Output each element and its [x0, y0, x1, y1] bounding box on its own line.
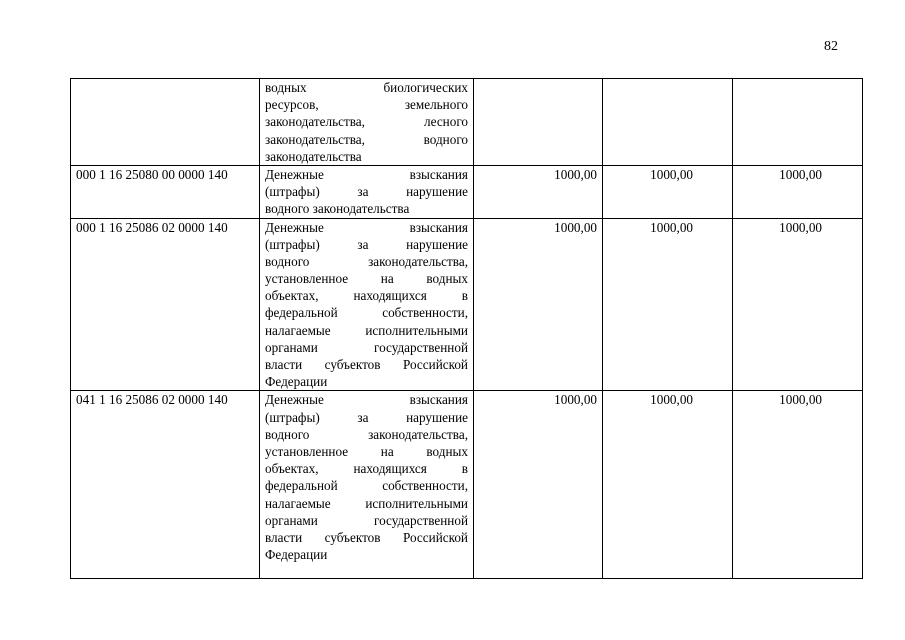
revenue-name-line: законодательства, лесного [265, 114, 468, 130]
revenue-name-line: налагаемые исполнительными [265, 495, 468, 511]
revenue-name-line: федеральной собственности, [265, 305, 468, 321]
revenue-name-line: власти субъектов Российской [265, 357, 468, 372]
budget-code-cell: 000 1 16 25086 02 0000 140 [71, 218, 260, 391]
revenue-name-line: объектах, находящихся в [265, 288, 468, 304]
revenue-name-line: (штрафы) за нарушение [265, 184, 468, 200]
revenue-name-line: установленное на водных [265, 271, 468, 287]
revenue-name-line: установленное на водных [265, 443, 468, 459]
revenue-name-line: водного законодательства, [265, 253, 468, 269]
table-row [71, 79, 863, 166]
revenue-name-line: власти субъектов Российской [265, 529, 468, 545]
budget-code-cell: 000 1 16 25080 00 0000 140 [71, 165, 260, 218]
budget-revenue-table [70, 78, 863, 579]
revenue-name-line: Денежные взыскания [265, 392, 468, 408]
amount-cell-2: 1000,00 [603, 218, 733, 391]
revenue-name-line: водных биологических [265, 80, 468, 95]
revenue-name-line: (штрафы) за нарушение [265, 409, 468, 425]
revenue-name-line: Федерации [265, 547, 328, 563]
revenue-name-cell [260, 79, 474, 166]
revenue-name-line: органами государственной [265, 512, 468, 528]
amount-cell-1: 1000,00 [474, 218, 603, 391]
budget-code-cell: 041 1 16 25086 02 0000 140 [71, 391, 260, 579]
revenue-name-line: органами государственной [265, 339, 468, 355]
revenue-name-line: Денежные взыскания [265, 219, 468, 235]
amount-cell-2 [603, 79, 733, 166]
revenue-name-cell [260, 391, 474, 579]
budget-code-cell [71, 79, 260, 166]
revenue-name-cell [260, 165, 474, 218]
revenue-name-line: водного законодательства [265, 201, 410, 217]
amount-cell-1 [474, 79, 603, 166]
amount-cell-3 [733, 79, 863, 166]
amount-cell-3: 1000,00 [733, 218, 863, 391]
revenue-name-line: налагаемые исполнительными [265, 322, 468, 338]
amount-cell-1: 1000,00 [474, 165, 603, 218]
revenue-name-line: (штрафы) за нарушение [265, 236, 468, 252]
amount-cell-2: 1000,00 [603, 165, 733, 218]
revenue-name-line: водного законодательства, [265, 426, 468, 442]
revenue-name-line: Федерации [265, 374, 328, 390]
revenue-name-line: объектах, находящихся в [265, 461, 468, 477]
page-number: 82 [824, 39, 838, 54]
revenue-name-line: Денежные взыскания [265, 166, 468, 182]
revenue-name-line: федеральной собственности, [265, 478, 468, 494]
revenue-name-line: ресурсов, земельного [265, 97, 468, 113]
revenue-name-line: законодательства, водного [265, 131, 468, 147]
table-row [71, 165, 863, 218]
amount-cell-2: 1000,00 [603, 391, 733, 579]
revenue-name-line: законодательства [265, 148, 362, 164]
amount-cell-1: 1000,00 [474, 391, 603, 579]
amount-cell-3: 1000,00 [733, 391, 863, 579]
table-row [71, 218, 863, 391]
table-body [71, 79, 863, 579]
amount-cell-3: 1000,00 [733, 165, 863, 218]
revenue-name-cell [260, 218, 474, 391]
table-row [71, 391, 863, 579]
